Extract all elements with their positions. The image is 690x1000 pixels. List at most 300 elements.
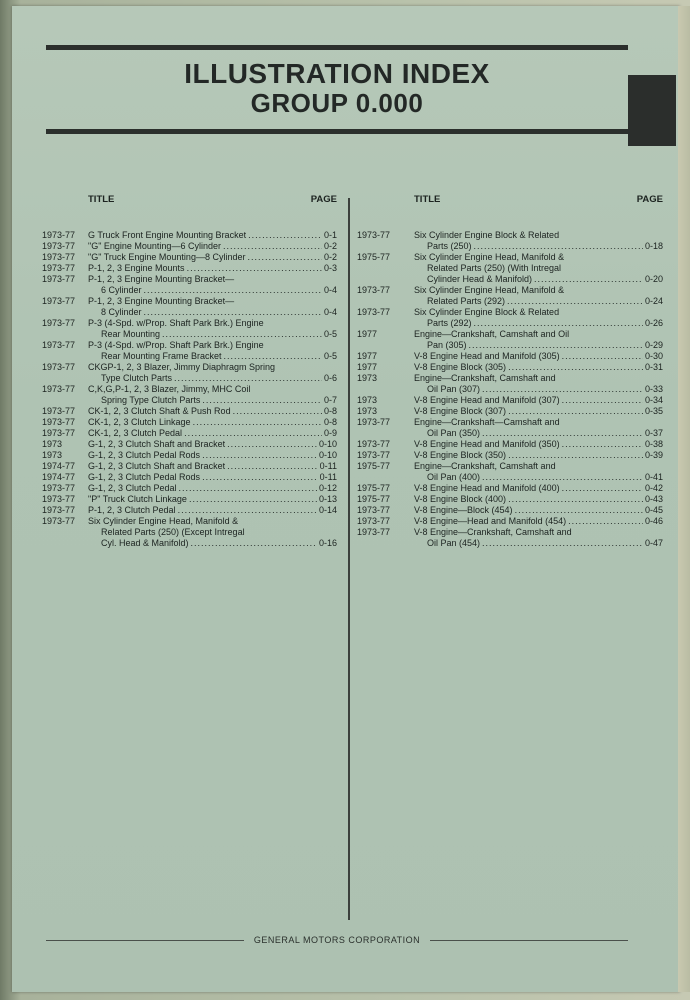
entry-year: 1973-77 — [42, 274, 76, 284]
dot-leader — [227, 439, 317, 450]
entry-year: 1973-77 — [357, 505, 391, 515]
entry-title: Six Cylinder Engine Head, Manifold & — [88, 516, 239, 526]
entry-body — [414, 395, 663, 406]
entry-title: Oil Pan (350) — [427, 428, 481, 438]
column-header-page: PAGE — [636, 194, 663, 205]
entry-title: Related Parts (250) (Except Intregal — [101, 527, 245, 537]
index-entry — [357, 285, 663, 307]
index-entry — [357, 516, 663, 527]
entry-page: 0-13 — [318, 494, 337, 504]
page-title — [46, 58, 628, 118]
dot-leader — [562, 483, 643, 494]
index-entry — [357, 252, 663, 285]
entry-body — [414, 450, 663, 461]
entry-title: Six Cylinder Engine Block & Related — [414, 307, 560, 317]
entry-year: 1973-77 — [42, 417, 76, 427]
index-entry — [357, 230, 663, 252]
entry-body — [88, 472, 337, 483]
index-entry — [42, 439, 337, 450]
entry-title: G-1, 2, 3 Clutch Pedal Rods — [88, 450, 201, 460]
entry-body — [88, 494, 337, 505]
entry-title: G-1, 2, 3 Clutch Shaft and Bracket — [88, 439, 226, 449]
entry-year: 1973-77 — [357, 230, 391, 240]
entry-page: 0-14 — [318, 505, 337, 515]
entry-line — [414, 450, 663, 461]
entry-page: 0-11 — [319, 472, 337, 482]
entry-title: Cyl. Head & Manifold) — [101, 538, 189, 548]
entry-title: "G" Truck Engine Mounting—8 Cylinder — [88, 252, 246, 262]
entry-line — [414, 318, 663, 329]
entry-title: V-8 Engine—Head and Manifold (454) — [414, 516, 567, 526]
entry-line — [414, 505, 663, 516]
entry-year: 1973-77 — [42, 340, 76, 350]
entry-line — [414, 538, 663, 549]
entry-line — [88, 516, 337, 527]
entry-line — [88, 384, 337, 395]
entry-title: V-8 Engine Block (350) — [414, 450, 507, 460]
entry-body — [414, 362, 663, 373]
entry-page: 0-10 — [318, 450, 337, 460]
entry-title: Six Cylinder Engine Block & Related — [414, 230, 560, 240]
entry-line — [88, 461, 337, 472]
entry-line — [414, 263, 663, 274]
entry-page: 0-5 — [323, 329, 337, 339]
entry-body — [88, 417, 337, 428]
entry-title: Cylinder Head & Manifold) — [427, 274, 533, 284]
entry-line — [414, 362, 663, 373]
entry-year: 1973-77 — [357, 439, 391, 449]
entry-title: CK-1, 2, 3 Clutch Shaft & Push Rod — [88, 406, 231, 416]
entry-year: 1977 — [357, 329, 378, 339]
index-entry — [42, 417, 337, 428]
page-footer — [46, 932, 628, 948]
entry-year: 1973 — [357, 373, 378, 383]
entry-body — [88, 483, 337, 494]
entry-line — [88, 241, 337, 252]
dot-leader — [223, 241, 322, 252]
entry-line — [88, 472, 337, 483]
entry-line — [88, 406, 337, 417]
dot-leader — [562, 351, 643, 362]
entry-line — [414, 252, 663, 263]
entry-page: 0-39 — [644, 450, 663, 460]
entry-page: 0-11 — [319, 461, 337, 471]
entry-title: Type Clutch Parts — [101, 373, 173, 383]
index-entry — [42, 362, 337, 384]
index-entry — [357, 450, 663, 461]
dot-leader — [562, 395, 643, 406]
column-header-page: PAGE — [310, 194, 337, 205]
entry-line — [414, 384, 663, 395]
entry-body — [88, 362, 337, 384]
entry-year: 1973-77 — [42, 252, 76, 262]
entry-title: V-8 Engine—Block (454) — [414, 505, 513, 515]
dot-leader — [191, 538, 317, 549]
index-entry — [42, 263, 337, 274]
entry-title: Spring Type Clutch Parts — [101, 395, 201, 405]
entry-line — [414, 439, 663, 450]
entry-line — [88, 307, 337, 318]
entry-title: V-8 Engine—Crankshaft, Camshaft and — [414, 527, 572, 537]
entry-body — [414, 351, 663, 362]
entry-line — [88, 252, 337, 263]
entry-line — [88, 296, 337, 307]
entry-year: 1973-77 — [357, 307, 391, 317]
entry-page: 0-33 — [644, 384, 663, 394]
entry-body — [88, 516, 337, 549]
entry-title: V-8 Engine Head and Manifold (400) — [414, 483, 560, 493]
entry-line — [88, 450, 337, 461]
entry-year: 1977 — [357, 362, 378, 372]
entry-line — [414, 461, 663, 472]
entry-title: Engine—Crankshaft—Camshaft and — [414, 417, 560, 427]
entry-title: Parts (292) — [427, 318, 472, 328]
entry-page: 0-8 — [323, 417, 337, 427]
entry-line — [414, 329, 663, 340]
entry-title: CK-1, 2, 3 Clutch Pedal — [88, 428, 183, 438]
entry-body — [88, 406, 337, 417]
entry-page: 0-8 — [323, 406, 337, 416]
index-entry — [357, 373, 663, 395]
entry-body — [414, 307, 663, 329]
dot-leader — [174, 373, 322, 384]
entry-body — [414, 285, 663, 307]
entry-page: 0-30 — [644, 351, 663, 361]
entry-year: 1977 — [357, 351, 378, 361]
entry-year: 1974-77 — [42, 461, 76, 471]
entry-page: 0-1 — [323, 230, 337, 240]
entry-year: 1973-77 — [357, 527, 391, 537]
entry-title: Rear Mounting — [101, 329, 161, 339]
entry-year: 1974-77 — [42, 472, 76, 482]
entry-line — [88, 362, 337, 373]
dot-leader — [187, 263, 322, 274]
index-list-left — [42, 230, 337, 549]
entry-title: "G" Engine Mounting—6 Cylinder — [88, 241, 221, 251]
dot-leader — [482, 538, 643, 549]
entry-year: 1975-77 — [357, 494, 391, 504]
entry-year: 1975-77 — [357, 461, 391, 471]
entry-title: CK-1, 2, 3 Clutch Linkage — [88, 417, 191, 427]
entry-line — [88, 428, 337, 439]
entry-title: G-1, 2, 3 Clutch Pedal Rods — [88, 472, 201, 482]
title-line-1: ILLUSTRATION INDEX — [184, 58, 490, 89]
entry-page: 0-4 — [323, 285, 337, 295]
entry-year: 1973-77 — [357, 285, 391, 295]
dot-leader — [534, 274, 643, 285]
header-rule-bottom — [46, 129, 628, 134]
entry-title: C,K,G,P-1, 2, 3 Blazer, Jimmy, MHC Coil — [88, 384, 251, 394]
entry-title: V-8 Engine Head and Manifold (305) — [414, 351, 560, 361]
entry-body — [88, 252, 337, 263]
entry-body — [414, 439, 663, 450]
dot-leader — [482, 384, 643, 395]
dot-leader — [515, 505, 643, 516]
entry-year: 1973-77 — [42, 241, 76, 251]
entry-page: 0-29 — [644, 340, 663, 350]
entry-line — [88, 395, 337, 406]
entry-line — [414, 417, 663, 428]
entry-title: CKGP-1, 2, 3 Blazer, Jimmy Diaphragm Spring — [88, 362, 276, 372]
index-entry — [357, 439, 663, 450]
section-tab-marker — [628, 75, 676, 146]
dot-leader — [482, 472, 643, 483]
index-entry — [357, 395, 663, 406]
entry-year: 1975-77 — [357, 252, 391, 262]
page-edge — [678, 6, 690, 992]
entry-title: P-1, 2, 3 Engine Mounting Bracket— — [88, 296, 235, 306]
entry-page: 0-2 — [323, 252, 337, 262]
column-header — [42, 194, 337, 208]
index-entry — [357, 505, 663, 516]
entry-page: 0-5 — [323, 351, 337, 361]
entry-body — [88, 450, 337, 461]
index-entry — [42, 472, 337, 483]
entry-line — [414, 274, 663, 285]
entry-body — [414, 406, 663, 417]
index-entry — [357, 461, 663, 483]
index-list-right — [357, 230, 663, 549]
entry-page: 0-31 — [644, 362, 663, 372]
entry-page: 0-18 — [644, 241, 663, 251]
index-entry — [42, 516, 337, 549]
entry-body — [88, 274, 337, 296]
entry-line — [88, 527, 337, 538]
entry-page: 0-7 — [323, 395, 337, 405]
dot-leader — [508, 362, 643, 373]
index-entry — [42, 483, 337, 494]
dot-leader — [179, 483, 317, 494]
entry-year: 1973-77 — [42, 263, 76, 273]
entry-year: 1973-77 — [42, 318, 76, 328]
entry-title: G-1, 2, 3 Clutch Pedal — [88, 483, 177, 493]
entry-title: V-8 Engine Head and Manifold (350) — [414, 439, 560, 449]
entry-year: 1973-77 — [42, 406, 76, 416]
entry-body — [414, 483, 663, 494]
entry-page: 0-43 — [644, 494, 663, 504]
entry-body — [414, 373, 663, 395]
index-entry — [42, 230, 337, 241]
dot-leader — [508, 450, 643, 461]
entry-title: Engine—Crankshaft, Camshaft and Oil — [414, 329, 570, 339]
entry-body — [88, 241, 337, 252]
entry-body — [414, 461, 663, 483]
entry-line — [88, 538, 337, 549]
index-entry — [42, 241, 337, 252]
entry-year: 1973-77 — [357, 516, 391, 526]
dot-leader — [248, 230, 322, 241]
entry-line — [88, 285, 337, 296]
index-entry — [42, 340, 337, 362]
footer-rule-right — [430, 940, 628, 941]
entry-year: 1973-77 — [42, 494, 76, 504]
entry-line — [414, 241, 663, 252]
index-entry — [42, 384, 337, 406]
entry-year: 1973-77 — [42, 483, 76, 493]
entry-year: 1973-77 — [357, 450, 391, 460]
entry-year: 1973-77 — [42, 428, 76, 438]
entry-page: 0-2 — [323, 241, 337, 251]
entry-year: 1973-77 — [42, 384, 76, 394]
document-page — [12, 6, 680, 992]
entry-page: 0-12 — [318, 483, 337, 493]
entry-title: Parts (250) — [427, 241, 472, 251]
dot-leader — [202, 395, 322, 406]
entry-title: V-8 Engine Block (305) — [414, 362, 507, 372]
entry-line — [414, 230, 663, 241]
entry-line — [414, 395, 663, 406]
dot-leader — [178, 505, 317, 516]
entry-line — [414, 516, 663, 527]
entry-body — [88, 384, 337, 406]
entry-title: Oil Pan (307) — [427, 384, 481, 394]
entry-page: 0-9 — [323, 428, 337, 438]
index-entry — [42, 494, 337, 505]
index-entry — [42, 252, 337, 263]
dot-leader — [508, 494, 643, 505]
entry-page: 0-38 — [644, 439, 663, 449]
entry-line — [414, 373, 663, 384]
entry-year: 1973 — [42, 450, 63, 460]
entry-title: Rear Mounting Frame Bracket — [101, 351, 222, 361]
entry-year: 1973 — [42, 439, 63, 449]
entry-page: 0-37 — [644, 428, 663, 438]
dot-leader — [233, 406, 322, 417]
entry-page: 0-20 — [644, 274, 663, 284]
column-header-title: TITLE — [414, 194, 441, 205]
entry-body — [414, 516, 663, 527]
column-header-title: TITLE — [88, 194, 115, 205]
entry-body — [88, 318, 337, 340]
entry-line — [88, 318, 337, 329]
column-header — [357, 194, 663, 208]
entry-page: 0-6 — [323, 373, 337, 383]
entry-title: P-1, 2, 3 Clutch Pedal — [88, 505, 176, 515]
entry-title: G Truck Front Engine Mounting Bracket — [88, 230, 247, 240]
index-entry — [357, 406, 663, 417]
footer-rule-left — [46, 940, 244, 941]
entry-page: 0-34 — [644, 395, 663, 405]
entry-line — [414, 483, 663, 494]
entry-page: 0-47 — [644, 538, 663, 548]
dot-leader — [474, 318, 643, 329]
dot-leader — [202, 472, 318, 483]
entry-year: 1975-77 — [357, 483, 391, 493]
dot-leader — [568, 516, 643, 527]
index-entry — [42, 428, 337, 439]
column-divider — [348, 198, 350, 920]
dot-leader — [474, 241, 643, 252]
entry-title: P-3 (4-Spd. w/Prop. Shaft Park Brk.) Engine — [88, 318, 264, 328]
index-entry — [42, 461, 337, 472]
entry-line — [88, 373, 337, 384]
entry-line — [88, 417, 337, 428]
entry-line — [88, 274, 337, 285]
index-entry — [42, 505, 337, 516]
entry-year: 1973-77 — [42, 516, 76, 526]
entry-year: 1973-77 — [357, 417, 391, 427]
entry-body — [414, 417, 663, 439]
entry-year: 1973-77 — [42, 362, 76, 372]
entry-line — [88, 263, 337, 274]
entry-body — [88, 439, 337, 450]
dot-leader — [162, 329, 322, 340]
entry-body — [414, 230, 663, 252]
entry-page: 0-35 — [644, 406, 663, 416]
entry-body — [88, 428, 337, 439]
header-rule-top — [46, 45, 628, 50]
entry-title: G-1, 2, 3 Clutch Shaft and Bracket — [88, 461, 226, 471]
dot-leader — [184, 428, 322, 439]
entry-year: 1973-77 — [42, 505, 76, 515]
entry-body — [414, 527, 663, 549]
index-entry — [42, 406, 337, 417]
entry-body — [414, 329, 663, 351]
entry-body — [88, 296, 337, 318]
entry-title: 8 Cylinder — [101, 307, 142, 317]
entry-line — [88, 329, 337, 340]
entry-title: Engine—Crankshaft, Camshaft and — [414, 373, 556, 383]
index-entry — [357, 494, 663, 505]
entry-page: 0-41 — [644, 472, 663, 482]
entry-title: V-8 Engine Block (307) — [414, 406, 507, 416]
dot-leader — [247, 252, 322, 263]
entry-body — [414, 252, 663, 285]
entry-line — [88, 439, 337, 450]
entry-page: 0-16 — [318, 538, 337, 548]
dot-leader — [507, 296, 643, 307]
entry-line — [414, 527, 663, 538]
entry-title: P-1, 2, 3 Engine Mounts — [88, 263, 185, 273]
index-entry — [357, 307, 663, 329]
index-entry — [42, 296, 337, 318]
dot-leader — [227, 461, 318, 472]
index-entry — [357, 417, 663, 439]
entry-year: 1973-77 — [42, 296, 76, 306]
entry-line — [88, 494, 337, 505]
dot-leader — [482, 428, 643, 439]
entry-page: 0-4 — [323, 307, 337, 317]
index-entry — [42, 450, 337, 461]
entry-title: P-1, 2, 3 Engine Mounting Bracket— — [88, 274, 235, 284]
entry-page: 0-10 — [318, 439, 337, 449]
entry-body — [88, 461, 337, 472]
entry-line — [88, 230, 337, 241]
entry-page: 0-24 — [644, 296, 663, 306]
entry-body — [88, 340, 337, 362]
index-entry — [357, 527, 663, 549]
index-entry — [357, 351, 663, 362]
dot-leader — [144, 285, 322, 296]
entry-line — [414, 472, 663, 483]
entry-title: V-8 Engine Block (400) — [414, 494, 507, 504]
entry-page: 0-3 — [323, 263, 337, 273]
entry-title: Oil Pan (454) — [427, 538, 481, 548]
entry-line — [414, 285, 663, 296]
entry-line — [414, 296, 663, 307]
entry-title: Related Parts (250) (With Intregal — [427, 263, 562, 273]
index-column-left — [42, 194, 337, 549]
entry-year: 1973 — [357, 395, 378, 405]
entry-page: 0-42 — [644, 483, 663, 493]
entry-page: 0-46 — [644, 516, 663, 526]
entry-title: V-8 Engine Head and Manifold (307) — [414, 395, 560, 405]
entry-line — [414, 406, 663, 417]
entry-page: 0-26 — [644, 318, 663, 328]
entry-title: Six Cylinder Engine Head, Manifold & — [414, 252, 565, 262]
entry-title: "P" Truck Clutch Linkage — [88, 494, 187, 504]
entry-page: 0-45 — [644, 505, 663, 515]
